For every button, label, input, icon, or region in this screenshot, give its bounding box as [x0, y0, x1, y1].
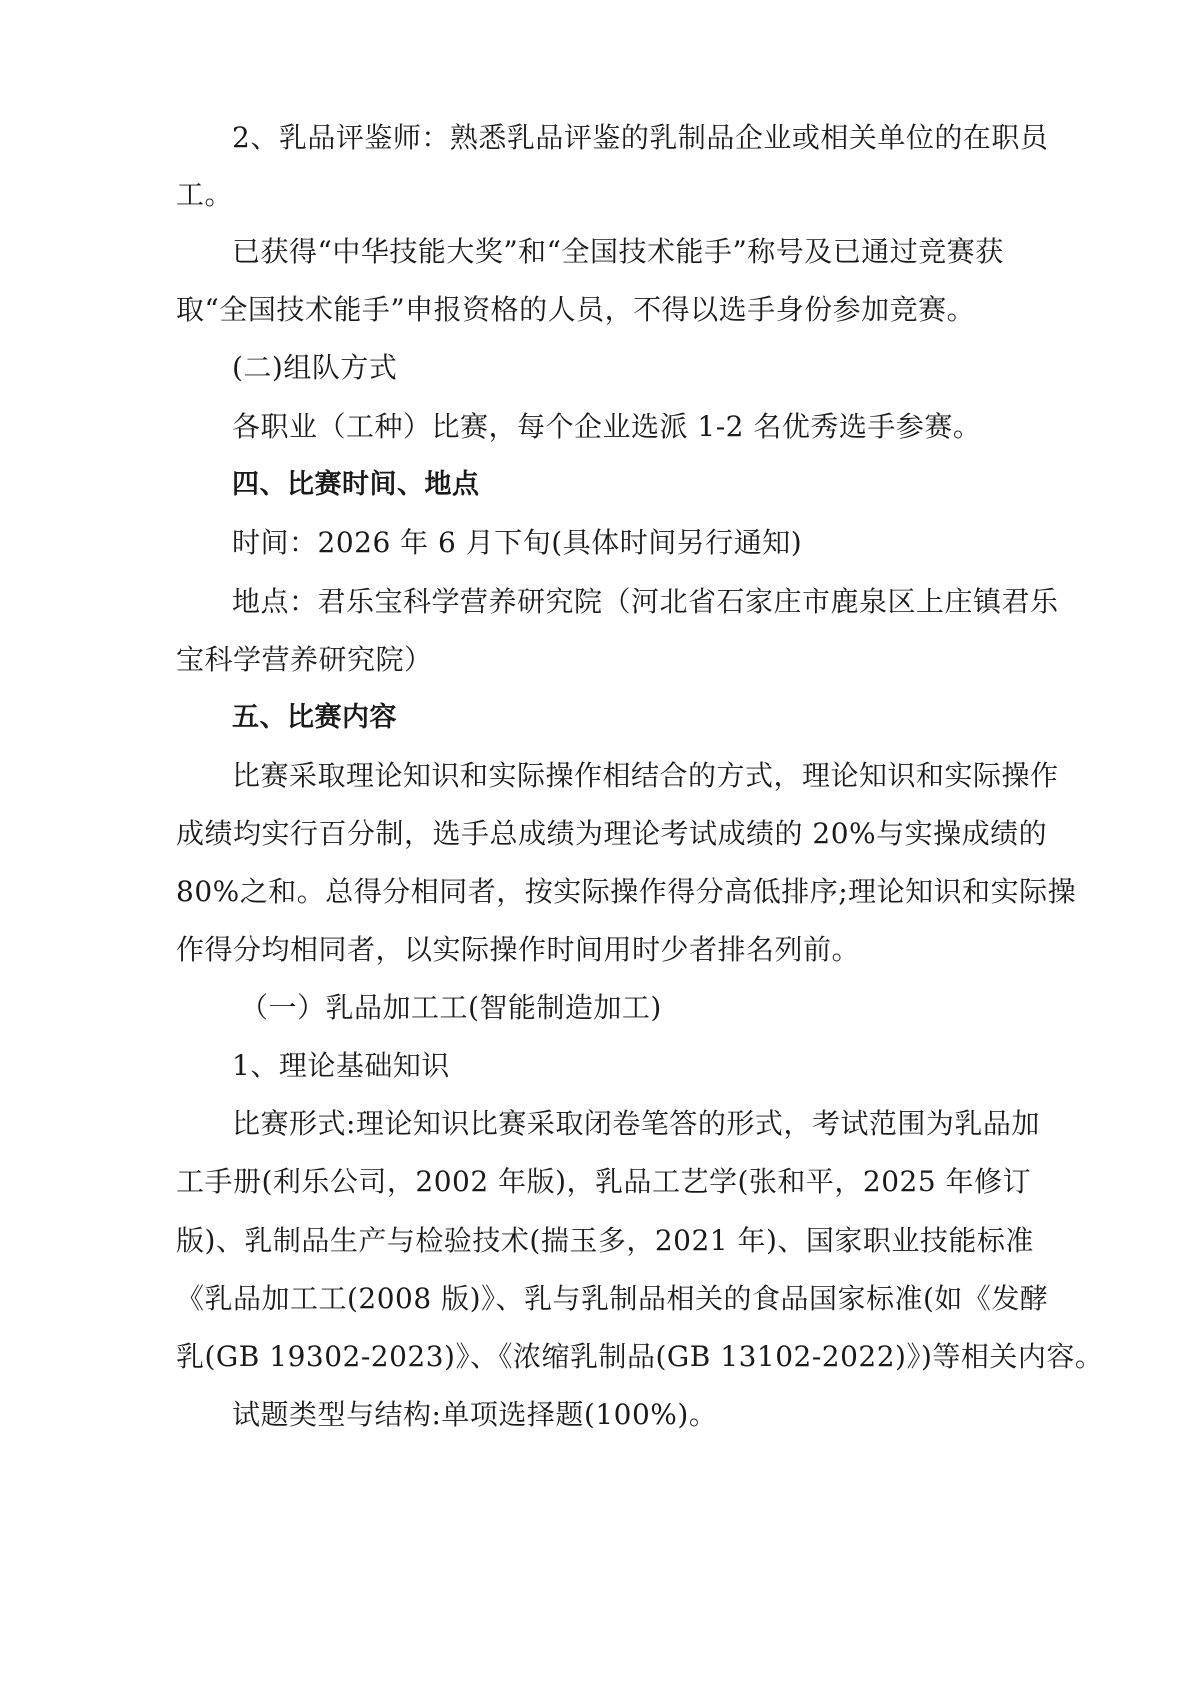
paragraph-line: 地点：君乐宝科学营养研究院（河北省石家庄市鹿泉区上庄镇君乐: [232, 585, 1059, 618]
paragraph-line: 已获得“中华技能大奖”和“全国技术能手”称号及已通过竞赛获: [232, 235, 1004, 268]
subheading: （一）乳品加工工(智能制造加工): [240, 991, 662, 1024]
paragraph-line: 工手册(利乐公司，2002 年版)，乳品工艺学(张和平，2025 年修订: [176, 1165, 1032, 1198]
paragraph-line: 版)、乳制品生产与检验技术(揣玉多，2021 年)、国家职业技能标准: [176, 1224, 1034, 1257]
paragraph-line: 2、乳品评鉴师：熟悉乳品评鉴的乳制品企业或相关单位的在职员: [232, 121, 1049, 154]
paragraph-line: 宝科学营养研究院）: [176, 643, 433, 676]
paragraph-line: 作得分均相同者，以实际操作时间用时少者排名列前。: [176, 933, 861, 966]
subheading: (二)组队方式: [232, 351, 398, 384]
paragraph-line: 试题类型与结构:单项选择题(100%)。: [232, 1398, 718, 1431]
paragraph-line: 工。: [176, 178, 234, 211]
paragraph-line: 时间：2026 年 6 月下旬(具体时间另行通知): [232, 526, 803, 559]
paragraph-line: 各职业（工种）比赛，每个企业选派 1-2 名优秀选手参赛。: [232, 410, 982, 443]
paragraph-line: 比赛采取理论知识和实际操作相结合的方式，理论知识和实际操作: [232, 759, 1059, 792]
paragraph-line: 乳(GB 19302-2023)》、《浓缩乳制品(GB 13102-2022)》)等相关内容。: [176, 1340, 1104, 1373]
paragraph-line: 80%之和。总得分相同者，按实际操作得分高低排序;理论知识和实际操: [176, 875, 1077, 908]
subheading: 1、理论基础知识: [232, 1049, 450, 1082]
section-heading: 五、比赛内容: [232, 702, 397, 733]
section-heading: 四、比赛时间、地点: [232, 469, 480, 500]
paragraph-line: 取“全国技术能手”申报资格的人员，不得以选手身份参加竞赛。: [176, 293, 976, 326]
paragraph-line: 《乳品加工工(2008 版)》、乳与乳制品相关的食品国家标准(如《发酵: [176, 1282, 1049, 1315]
paragraph-line: 比赛形式:理论知识比赛采取闭卷笔答的形式，考试范围为乳品加: [232, 1107, 1040, 1140]
paragraph-line: 成绩均实行百分制，选手总成绩为理论考试成绩的 20%与实操成绩的: [176, 817, 1048, 850]
